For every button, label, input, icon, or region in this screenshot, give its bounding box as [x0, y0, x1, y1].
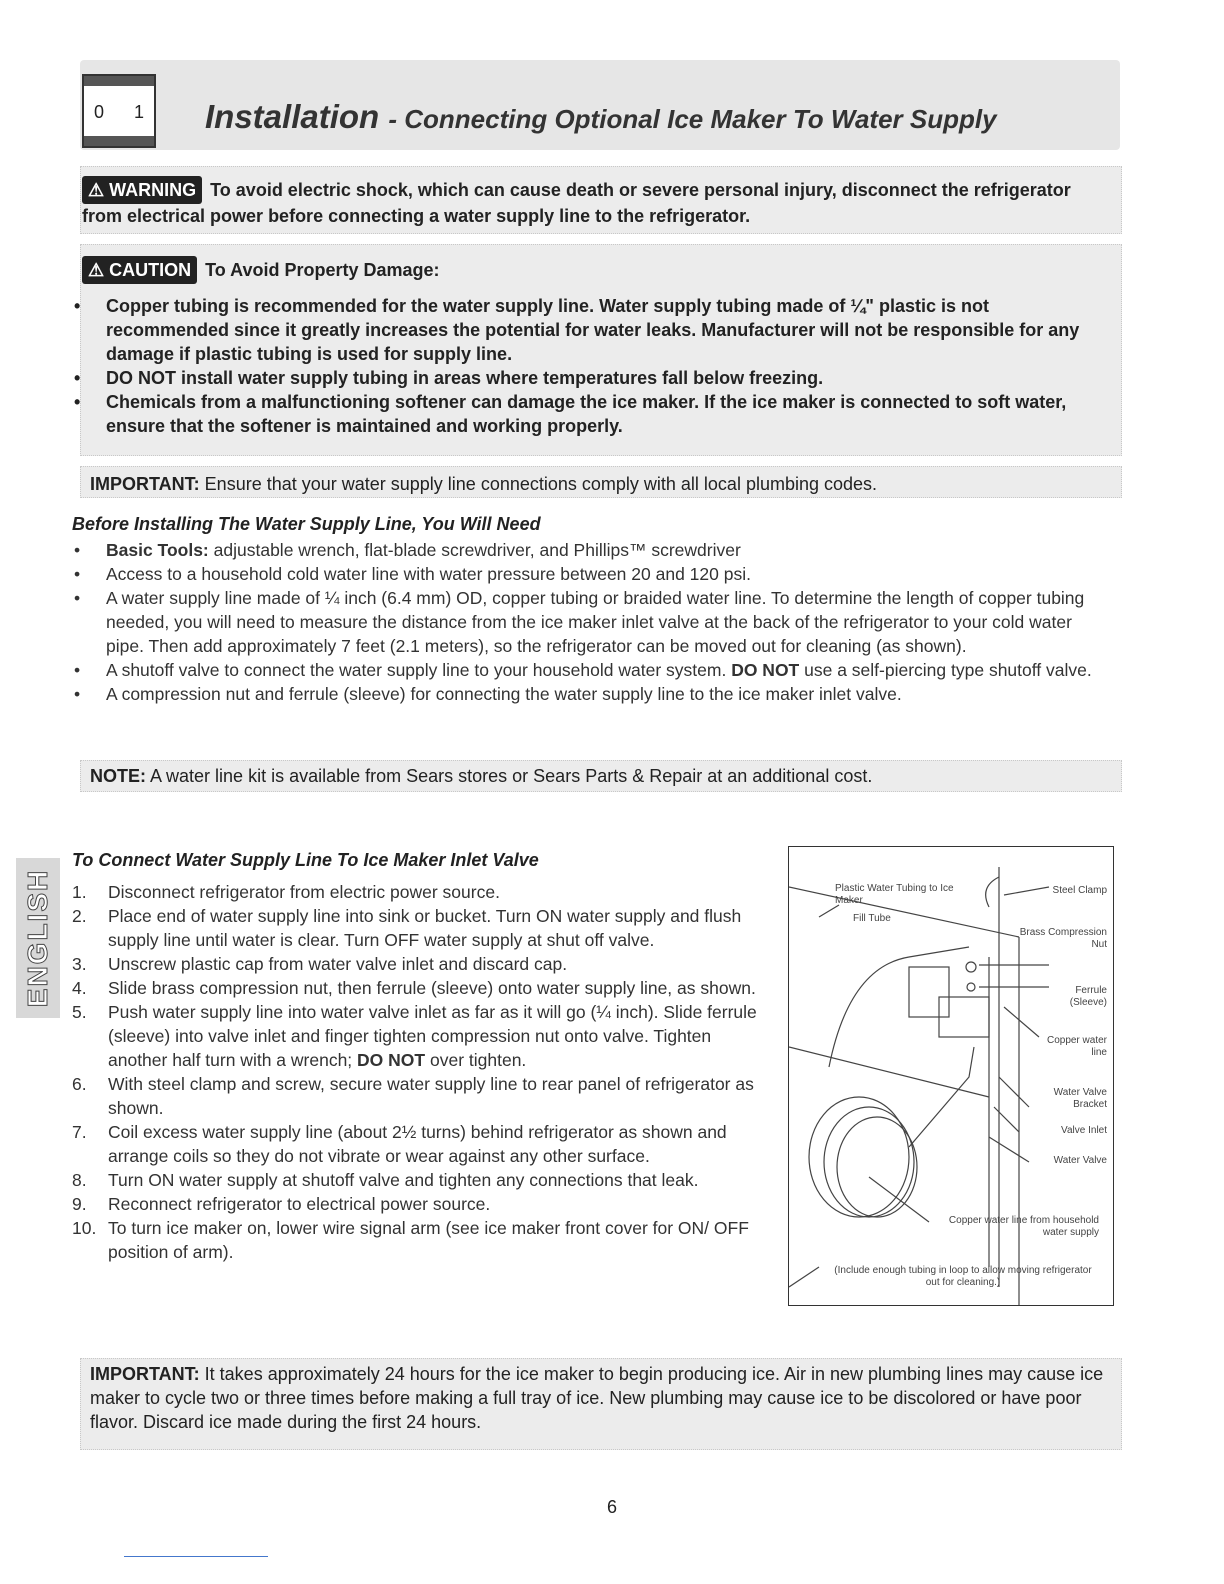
label-ferrule: Ferrule (Sleeve) [1069, 985, 1107, 1008]
installation-figure [788, 846, 1114, 1306]
caution-heading: To Avoid Property Damage: [205, 260, 440, 280]
caution-heading-row [82, 256, 440, 284]
step-number: 7. [72, 1122, 87, 1142]
important-text: It takes approximately 24 hours for the ice maker to begin producing ice. Air in new plumbing lines may cause ice maker to cycle two or three times before making a full tray of ice. New plumbing may cause ice to be discolored or have poor flavor. Discard ice made during the first 24 hours. [90, 1364, 1104, 1432]
step-item [72, 1216, 764, 1264]
step-number: 6. [72, 1074, 87, 1094]
label-copper-line: Copper water line [1046, 1035, 1107, 1058]
step-item [72, 880, 764, 904]
warning-text-block [82, 176, 1092, 228]
step-number: 9. [72, 1194, 87, 1214]
before-item-text: A shutoff valve to connect the water supply line to your household water system. [106, 660, 727, 680]
step-text: To turn ice maker on, lower wire signal arm (see ice maker front cover for ON/ OFF position of arm). [108, 1218, 749, 1262]
ruler-icon [82, 74, 156, 148]
step-item [72, 904, 764, 952]
before-item-bold: DO NOT [731, 660, 800, 680]
important-label: IMPORTANT: [90, 474, 200, 494]
important-para-2 [90, 1362, 1110, 1434]
important-text: Ensure that your water supply line connections comply with all local plumbing codes. [204, 474, 878, 494]
note-label: NOTE: [90, 766, 146, 786]
warning-text: To avoid electric shock, which can cause death or severe personal injury, disconnect the refrigerator from electrical power before connecting a water supply line to the refrigerator. [82, 180, 1071, 226]
step-item [72, 1000, 764, 1072]
before-item-tail: use a self-piercing type shutoff valve. [804, 660, 1092, 680]
label-brass-nut: Brass Compression Nut [1019, 927, 1107, 950]
title-sub: - Connecting Optional Ice Maker To Water Supply [388, 104, 997, 134]
label-fill-tube: Fill Tube [853, 913, 891, 924]
language-side-tab [16, 858, 60, 1018]
connect-heading: To Connect Water Supply Line To Ice Maker Inlet Valve [72, 850, 539, 870]
warning-badge: ⚠ WARNING [82, 176, 202, 204]
step-item [72, 952, 764, 976]
page-title [205, 98, 997, 136]
step-number: 3. [72, 954, 87, 974]
step-item [72, 1192, 764, 1216]
label-plastic-tubing: Plastic Water Tubing to Ice Maker [835, 883, 954, 906]
step-text: Turn ON water supply at shutoff valve and tighten any connections that leak. [108, 1170, 699, 1190]
caution-item: • Chemicals from a malfunctioning softener can damage the ice maker. If the ice maker is connected to soft water, ensure that the softener is maintained and working properly. [74, 390, 1084, 438]
caution-badge-label: CAUTION [109, 260, 192, 280]
step-tail: over tighten. [429, 1050, 527, 1070]
before-item-text: adjustable wrench, flat-blade screwdriver, and Phillips™ screwdriver [213, 540, 741, 560]
step-bold: DO NOT [357, 1050, 426, 1070]
warning-badge-label: WARNING [109, 180, 197, 200]
label-copper-household: Copper water line from household water supply [948, 1215, 1099, 1238]
important-line-1 [90, 472, 877, 496]
label-valve-bracket: Water Valve Bracket [1053, 1087, 1107, 1110]
before-item: • A compression nut and ferrule (sleeve) for connecting the water supply line to the ice maker inlet valve. [74, 682, 1114, 706]
ruler-left-digit: 0 [94, 102, 105, 122]
step-text: Push water supply line into water valve inlet as far as it will go (¼ inch). Slide ferrule (sleeve) into valve inlet and finger tighten compression nut onto valve. Tighten another half turn with a wrench; [108, 1002, 757, 1070]
step-text: Disconnect refrigerator from electric power source. [108, 882, 500, 902]
caution-badge: ⚠ CAUTION [82, 256, 197, 284]
step-text: Place end of water supply line into sink or bucket. Turn ON water supply and flush supply line until water is clear. Turn OFF water supply at shut off valve. [108, 906, 742, 950]
before-heading: Before Installing The Water Supply Line, You Will Need [72, 514, 541, 534]
title-main: Installation [205, 98, 380, 135]
step-number: 8. [72, 1170, 87, 1190]
ruler-right-digit: 1 [133, 102, 144, 122]
language-label: ENGLISH [22, 868, 53, 1008]
connect-steps [72, 880, 764, 1264]
step-item [72, 1120, 764, 1168]
before-item [74, 658, 1114, 682]
step-number: 10. [72, 1218, 97, 1238]
page-number: 6 [606, 1497, 617, 1517]
step-text: Coil excess water supply line (about 2½ turns) behind refrigerator as shown and arrange coils so they do not vibrate or wear against any other surface. [108, 1122, 727, 1166]
before-item-lead: Basic Tools: [106, 540, 209, 560]
step-text: Unscrew plastic cap from water valve inlet and discard cap. [108, 954, 568, 974]
footer-rule [124, 1556, 268, 1557]
step-item [72, 976, 764, 1000]
caution-list [74, 294, 1084, 438]
note-text: A water line kit is available from Sears stores or Sears Parts & Repair at an additional cost. [150, 766, 873, 786]
step-number: 1. [72, 882, 87, 902]
step-text: Slide brass compression nut, then ferrule (sleeve) onto water supply line, as shown. [108, 978, 756, 998]
before-list [74, 538, 1114, 706]
step-text: With steel clamp and screw, secure water supply line to rear panel of refrigerator as shown. [108, 1074, 754, 1118]
before-item [74, 538, 1114, 562]
step-text: Reconnect refrigerator to electrical power source. [108, 1194, 491, 1214]
before-item: • Access to a household cold water line with water pressure between 20 and 120 psi. [74, 562, 1114, 586]
step-item [72, 1168, 764, 1192]
important-label: IMPORTANT: [90, 1364, 200, 1384]
figure-caption: (Include enough tubing in loop to allow moving refrigerator out for cleaning.) [834, 1265, 1092, 1288]
before-item: • A water supply line made of ¼ inch (6.4 mm) OD, copper tubing or braided water line. To determine the length of copper tubing needed, you will need to measure the distance from the ice maker inlet valve at the back of the refrigerator to your cold water pipe. Then add approximately 7 feet (2.1 meters), so the refrigerator can be moved out for cleaning (as shown). [74, 586, 1114, 658]
step-number: 2. [72, 906, 87, 926]
label-water-valve: Water Valve [1053, 1155, 1107, 1166]
label-valve-inlet: Valve Inlet [1061, 1125, 1107, 1136]
step-item [72, 1072, 764, 1120]
caution-item: • Copper tubing is recommended for the water supply line. Water supply tubing made of ¼" plastic is not recommended since it greatly increases the potential for water leaks. Manufacturer will not be responsible for any damage if plastic tubing is used for supply line. [74, 294, 1084, 366]
step-number: 5. [72, 1002, 87, 1022]
label-steel-clamp: Steel Clamp [1052, 885, 1107, 896]
note-line [90, 764, 872, 788]
step-number: 4. [72, 978, 87, 998]
caution-item: • DO NOT install water supply tubing in areas where temperatures fall below freezing. [74, 366, 1084, 390]
